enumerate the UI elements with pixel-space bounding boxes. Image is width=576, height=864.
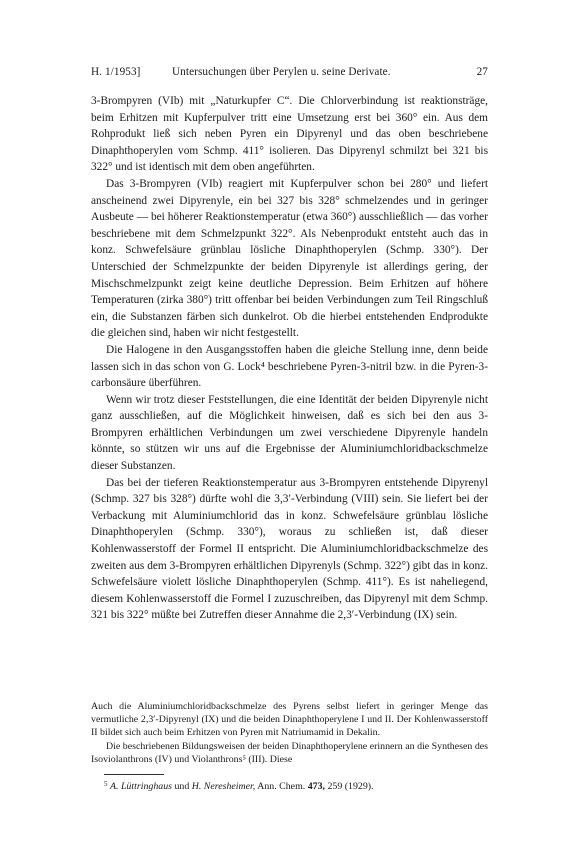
paragraph-3: Die Halogene in den Ausgangsstoffen haben die gleiche Stellung inne, denn beide lassen sich in das schon von G. Lock⁴ beschriebene Pyren-3-nitril bzw. in die Pyren-3-carbonsäure überführen.	[91, 343, 488, 390]
header-title: Untersuchungen über Perylen u. seine Derivate.	[172, 66, 391, 78]
small-paragraph-1: Auch die Aluminiumchloridbackschmelze des Pyrens selbst liefert in geringer Menge das vermutliche 2,3′-Dipyrenyl (IX) und die beiden Dinaphthoperylene I und II. Der Kohlenwasserstoff II bildet sich auch beim Erhitzen von Pyren mit Natriumamid in Dekalin.	[91, 701, 488, 739]
footnote-and: und	[174, 781, 190, 792]
footnote-volume: 473,	[307, 781, 325, 792]
small-paragraph-2: Die beschriebenen Bildungsweisen der beiden Dinaphthoperylene erinnern an die Synthesen des Isoviolanthrons (IV) und Violanthrons⁵ (III). Diese	[91, 740, 488, 765]
header-citation: H. 1/1953]	[91, 66, 141, 78]
small-print-text	[91, 700, 488, 766]
page-number: 27	[476, 66, 488, 78]
footnote	[104, 778, 488, 793]
paragraph-4: Wenn wir trotz dieser Feststellungen, die eine Identität der beiden Dipyrenyle nicht ganz ausschließen, auf die Möglichkeit hinweisen, daß es sich bei den aus 3-Brompyren erhältlichen Verbindungen um zwei verschiedene Dipyrenyle handeln könnte, so stützen wir uns auf die Ergebnisse der Aluminiumchloridbackschmelze dieser Substanzen.	[91, 393, 488, 473]
footnote-author-2: H. Neresheimer,	[191, 781, 256, 792]
footnote-author-1: A. Lüttringhaus	[109, 781, 172, 792]
paragraph-5: Das bei der tieferen Reaktionstemperatur aus 3-Brompyren entstehende Dipyrenyl (Schmp. 327 bis 328°) dürfte wohl die 3,3′-Verbindung (VIII) sein. Sie liefert bei der Verbackung mit Aluminiumchlorid das in konz. Schwefelsäure grünblau lösliche Dinaphthoperylen (Schmp. 330°), woraus zu schließen ist, daß dieser Kohlenwasserstoff der Formel II entspricht. Die Aluminiumchloridbackschmelze des zweiten aus dem 3-Brompyren erhältlichen Dipyrenyls (Schmp. 322°) gibt das in konz. Schwefelsäure violett lösliche Dinaphthoperylen (Schmp. 411°). Es ist naheliegend, diesem Kohlenwasserstoff die Formel I zuzuschreiben, das Dipyrenyl mit dem Schmp. 321 bis 322° müßte bei Zutreffen dieser Annahme die 2,3′-Verbindung (IX) sein.	[91, 476, 488, 622]
footnote-page-year: 259 (1929).	[327, 781, 374, 792]
running-header	[91, 66, 488, 82]
footnote-marker: 5	[104, 780, 108, 788]
main-text	[91, 93, 488, 624]
paragraph-2: Das 3-Brompyren (VIb) reagiert mit Kupferpulver schon bei 280° und liefert anscheinend zwei Dipyrenyle, ein bei 327 bis 328° schmelzendes und in geringer Ausbeute — bei höherer Reaktionstemperatur (etwa 360°) ausschließlich — das vorher beschriebene mit dem Schmelzpunkt 322°. Als Nebenprodukt entsteht auch das in konz. Schwefelsäure grünblau lösliche Dinaphthoperylen (Schmp. 330°). Der Unterschied der Schmelzpunkte der beiden Dipyrenyle ist allerdings gering, der Mischschmelzpunkt zeigt keine deutliche Depression. Beim Erhitzen auf höhere Temperaturen (zirka 380°) tritt offenbar bei beiden Verbindungen zum Teil Ringschluß ein, die Substanzen färben sich dunkelrot. Ob die hierbei entstehenden Endprodukte die gleichen sind, haben wir nicht festgestellt.	[91, 177, 488, 340]
footnote-divider	[104, 774, 164, 775]
paragraph-1: 3-Brompyren (VIb) mit „Naturkupfer C“. Die Chlorverbindung ist reaktionsträge, beim Erhitzen mit Kupferpulver tritt eine Umsetzung erst bei 360° ein. Aus dem Rohprodukt ließ sich neben Pyren ein Dipyrenyl und das oben beschriebene Dinaphthoperylen vom Schmp. 411° isolieren. Das Dipyrenyl schmilzt bei 321 bis 322° und ist identisch mit dem oben angeführten.	[91, 95, 488, 174]
footnote-journal: Ann. Chem.	[257, 781, 306, 792]
